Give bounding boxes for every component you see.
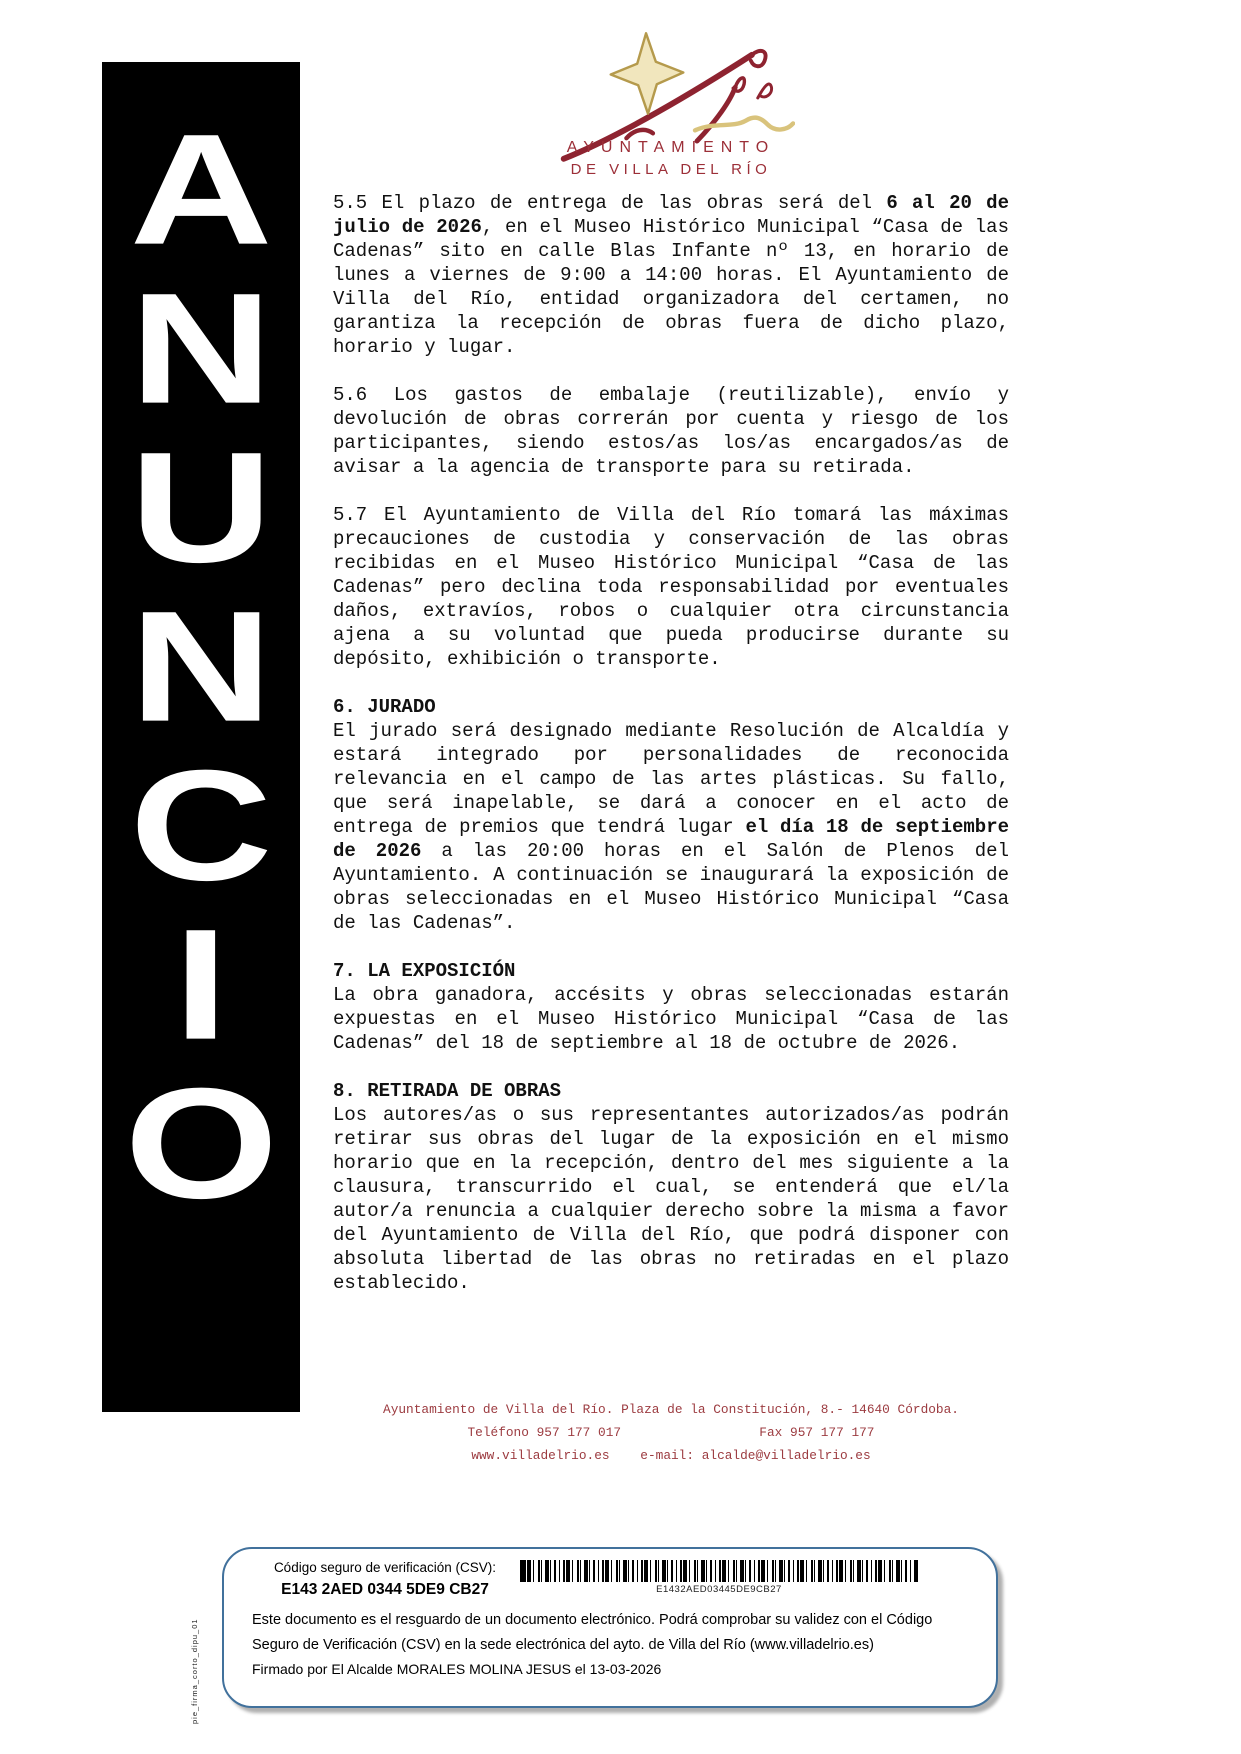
body-text [333, 191, 1009, 1295]
section-heading: 8. RETIRADA DE OBRAS [333, 1080, 562, 1102]
footer-contact [333, 1398, 1009, 1467]
footer-line: Ayuntamiento de Villa del Río. Plaza de la Constitución, 8.- 14640 Córdoba. [383, 1402, 959, 1417]
paragraph: 5.7 El Ayuntamiento de Villa del Río tomará las máximas precauciones de custodia y conservación de las obras recibidas en el Museo Histórico Municipal “Casa de las Cadenas” pero declina toda responsabilidad por eventuales daños, extravíos, robos o cualquier otra circunstancia ajena a su voluntad que pueda producirse durante su depósito, exhibición o transporte. [333, 504, 1009, 670]
section-heading: 6. JURADO [333, 696, 436, 718]
barcode-icon [520, 1560, 918, 1582]
banner-letter: N [129, 577, 273, 755]
section-heading: 7. LA EXPOSICIÓN [333, 960, 516, 982]
verification-box [222, 1547, 998, 1708]
footer-line: www.villadelrio.es e-mail: alcalde@villadelrio.es [471, 1448, 871, 1463]
barcode-text: E1432AED03445DE9CB27 [656, 1584, 782, 1595]
csv-code: E143 2AED 0344 5DE9 CB27 [281, 1581, 489, 1598]
footer-line: Teléfono 957 177 017 Fax 957 177 177 [467, 1425, 875, 1440]
barcode-block [520, 1560, 918, 1595]
banner-letter: N [129, 259, 273, 437]
csv-label: Código seguro de verificación (CSV): [273, 1560, 497, 1575]
paragraph: La obra ganadora, accésits y obras seleccionadas estarán expuestas en el Museo Histórico Municipal “Casa de las Cadenas” del 18 de septiembre al 18 de octubre de 2026. [333, 984, 1009, 1054]
logo-title: AYUNTAMIENTO [566, 139, 776, 156]
side-code: pie_firma_corto_dipu_01 [190, 1618, 199, 1724]
paragraph: Los autores/as o sus representantes autorizados/as podrán retirar sus obras del lugar de la exposición en el mismo horario que en la recepción, dentro del mes siguiente a la clausura, transcurrido el cual, se entenderá que el/la autor/a renuncia a cualquier derecho sobre la misma a favor del Ayuntamiento de Villa del Río, que podrá disponer con absoluta libertad de las obras no retiradas en el plazo establecido. [333, 1104, 1009, 1294]
verification-notice: Este documento es el resguardo de un documento electrónico. Podrá comprobar su validez con el Código Seguro de Verificación (CSV) en la sede electrónica del ayto. de Villa del Río (www.villadelrio.es) [252, 1612, 933, 1653]
signed-by: Firmado por El Alcalde MORALES MOLINA JESUS el 13-03-2026 [252, 1661, 662, 1677]
csv-row [224, 1549, 996, 1599]
banner-letter: I [173, 895, 229, 1073]
logo-subtitle: DE VILLA DEL RÍO [570, 161, 772, 178]
csv-block [250, 1560, 520, 1599]
banner-letter: U [129, 418, 273, 596]
paragraph: 5.6 Los gastos de embalaje (reutilizable), envío y devolución de obras correrán por cuenta y riesgo de los participantes, siendo estos/as los/as encargados/as de avisar a la agencia de transporte para su retirada. [333, 384, 1009, 478]
banner-letter: A [129, 100, 273, 278]
banner-letter: O [123, 1054, 279, 1232]
paragraph: El jurado será designado mediante Resolución de Alcaldía y estará integrado por personalidades de reconocida relevancia en el campo de las artes plásticas. Su fallo, que será inapelable, se dará a conocer en el acto de entrega de premios que tendrá lugar el día 18 de septiembre de 2026 a las 20:00 horas en el Salón de Plenos del Ayuntamiento. A continuación se inaugurará la exposición de obras seleccionadas en el Museo Histórico Municipal “Casa de las Cadenas”. [333, 720, 1009, 934]
paragraph: 5.5 El plazo de entrega de las obras será del 6 al 20 de julio de 2026, en el Museo Histórico Municipal “Casa de las Cadenas” sito en calle Blas Infante nº 13, en horario de lunes a viernes de 9:00 a 14:00 horas. El Ayuntamiento de Villa del Río, entidad organizadora del certamen, no garantiza la recepción de obras fuera de dicho plazo, horario y lugar. [333, 192, 1009, 358]
anuncio-banner [102, 62, 300, 1412]
banner-letter: C [129, 736, 273, 914]
